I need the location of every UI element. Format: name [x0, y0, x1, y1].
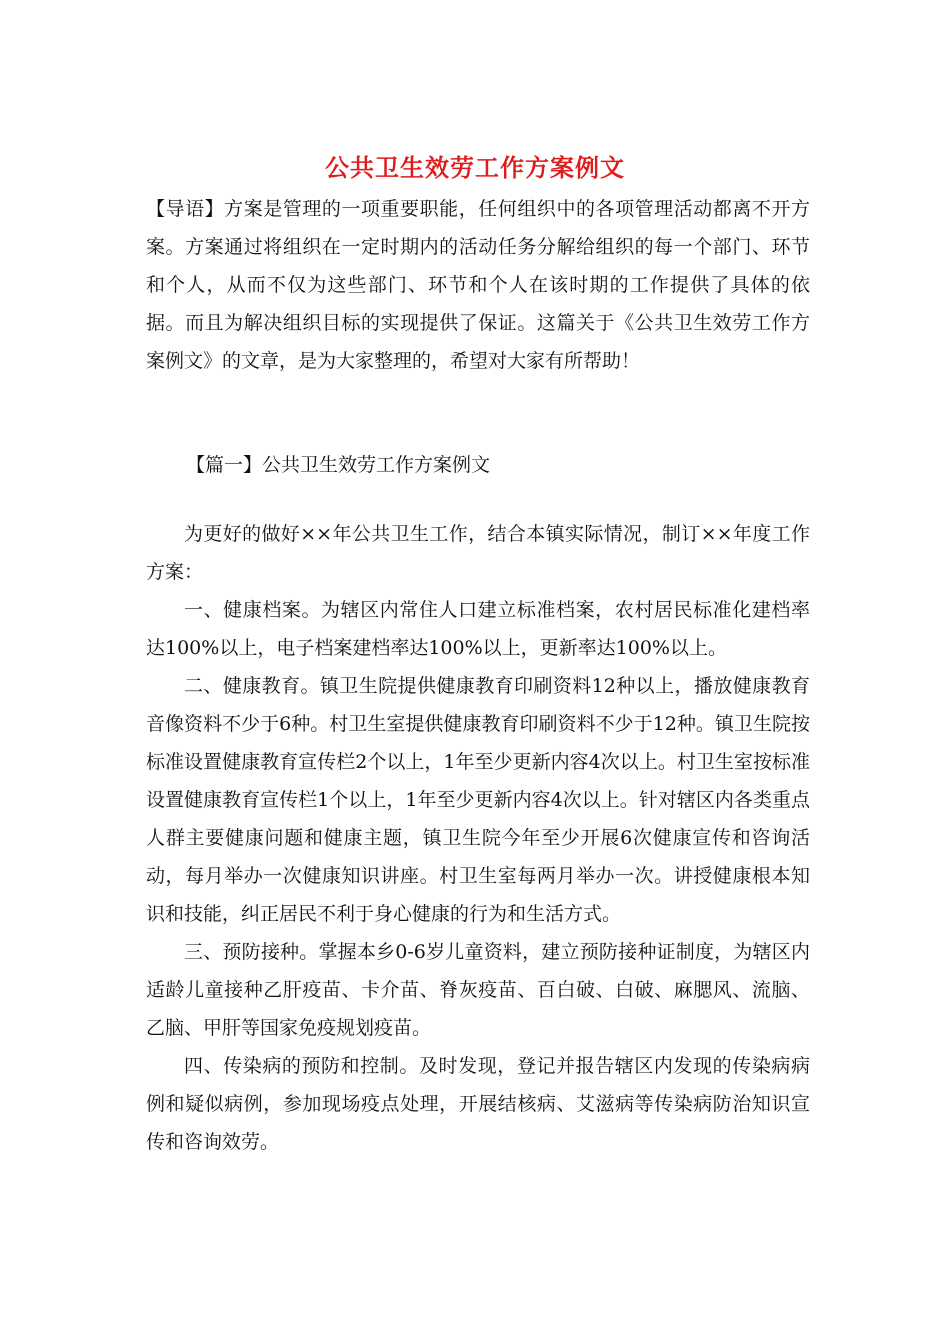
document-title: 公共卫生效劳工作方案例文: [325, 153, 625, 182]
paragraph-health-records: 一、健康档案。为辖区内常住人口建立标准档案，农村居民标准化建档率达100%以上，电子档案建档率达100%以上，更新率达100%以上。: [146, 599, 810, 659]
paragraph-infectious-disease: 四、传染病的预防和控制。及时发现，登记并报告辖区内发现的传染病病例和疑似病例，参加现场疫点处理，开展结核病、艾滋病等传染病防治知识宣传和咨询效劳。: [146, 1055, 810, 1153]
intro-paragraph: 【导语】方案是管理的一项重要职能，任何组织中的各项管理活动都离不开方案。方案通过将组织在一定时期内的活动任务分解给组织的每一个部门、环节和个人，从而不仅为这些部门、环节和个人在该时期的工作提供了具体的依据。而且为解决组织目标的实现提供了保证。这篇关于《公共卫生效劳工作方案例文》的文章，是为大家整理的，希望对大家有所帮助！: [146, 198, 810, 372]
body-text: [146, 515, 810, 1161]
paragraph-vaccination: 三、预防接种。掌握本乡0-6岁儿童资料，建立预防接种证制度，为辖区内适龄儿童接种乙肝疫苗、卡介苗、脊灰疫苗、百白破、白破、麻腮风、流脑、乙脑、甲肝等国家免疫规划疫苗。: [146, 941, 810, 1039]
paragraph-health-education: 二、健康教育。镇卫生院提供健康教育印刷资料12种以上，播放健康教育音像资料不少于6种。村卫生室提供健康教育印刷资料不少于12种。镇卫生院按标准设置健康教育宣传栏2个以上，1年至少更新内容4次以上。村卫生室按标准设置健康教育宣传栏1个以上，1年至少更新内容4次以上。针对辖区内各类重点人群主要健康问题和健康主题，镇卫生院今年至少开展6次健康宣传和咨询活动，每月举办一次健康知识讲座。村卫生室每两月举办一次。讲授健康根本知识和技能，纠正居民不利于身心健康的行为和生活方式。: [146, 675, 810, 925]
section-heading: 【篇一】公共卫生效劳工作方案例文: [186, 454, 491, 476]
paragraph-intro: 为更好的做好××年公共卫生工作，结合本镇实际情况，制订××年度工作方案：: [146, 523, 810, 583]
